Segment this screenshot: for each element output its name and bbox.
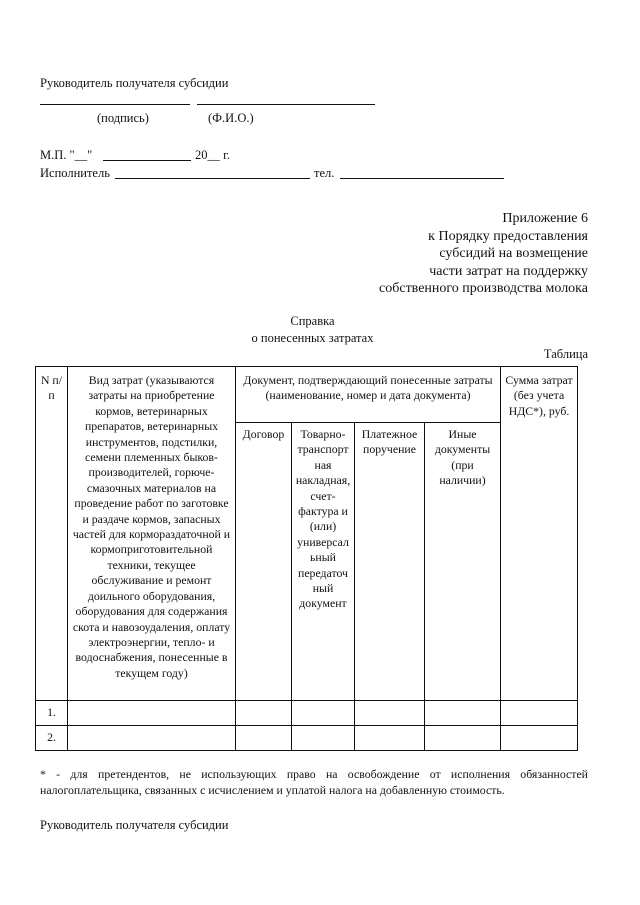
row-cell [236,726,292,751]
header-other-docs: Иные документы (при наличии) [425,423,501,701]
table-row [36,701,578,726]
table-row [36,726,578,751]
row-cell [355,726,425,751]
row-cell [68,726,236,751]
name-line [197,104,375,105]
header-waybill: Товарно-транспорт ная накладная, счет-фактура и (или) универсал ьный передаточ ный документ [292,423,355,701]
signature-caption: (подпись) [97,111,149,125]
row-cell [355,701,425,726]
doc-subtitle: о понесенных затратах [251,331,374,345]
executor-line [115,178,310,179]
row-cell [501,726,578,751]
row-number: 1. [36,701,68,726]
header-document-group: Документ, подтверждающий понесенные затраты (наименование, номер и дата документа) [236,367,501,423]
header-cost-type: Вид затрат (указываются затраты на приобретение кормов, ветеринарных препаратов, ветеринарных инструментов, подстилки, семени племенных быков-производителей, горюче-смазочных материалов на проведение работ по заготовке и раздаче кормов, запасных частей для кормораздаточной и кормоприготовительной техники, текущее обслуживание и ремонт доильного оборудования, оборудования для содержания скота и навозоудаления, оплату электроэнергии, тепло- и водоснабжения, понесенные в текущем году) [68,367,236,701]
appendix-block [300,210,588,298]
footer-head-label: Руководитель получателя субсидии [40,818,229,832]
phone-label: тел. [314,166,335,180]
signature-line [40,104,190,105]
head-label: Руководитель получателя субсидии [40,76,229,90]
table-label: Таблица [543,347,588,361]
header-contract: Договор [236,423,292,701]
stamp-month-line [103,160,191,161]
row-cell [425,726,501,751]
row-cell [236,701,292,726]
row-cell [425,701,501,726]
row-cell [292,726,355,751]
executor-label: Исполнитель [40,166,110,180]
phone-line [340,178,504,179]
row-cell [292,701,355,726]
header-number: N п/п [36,367,68,701]
costs-table [35,366,578,751]
appendix-line-3: субсидий на возмещение [439,246,588,262]
row-cell [68,701,236,726]
row-number: 2. [36,726,68,751]
header-amount: Сумма затрат (без учета НДС*), руб. [501,367,578,701]
name-caption: (Ф.И.О.) [208,111,254,125]
stamp-year: 20__ г. [195,148,230,162]
footnote: * - для претендентов, не использующих право на освобождение от исполнения обязанностей налогоплательщика, связанных с исчислением и уплатой налога на добавленную стоимость. [40,767,588,797]
appendix-line-4: части затрат на поддержку [429,263,588,279]
header-payment-order: Платежное поручение [355,423,425,701]
appendix-line-1: Приложение 6 [502,211,588,226]
appendix-line-2: к Порядку предоставления [428,228,588,244]
stamp-date-prefix: М.П. "__" [40,148,93,162]
appendix-line-5: собственного производства молока [379,281,588,297]
row-cell [501,701,578,726]
doc-title: Справка [290,314,335,328]
